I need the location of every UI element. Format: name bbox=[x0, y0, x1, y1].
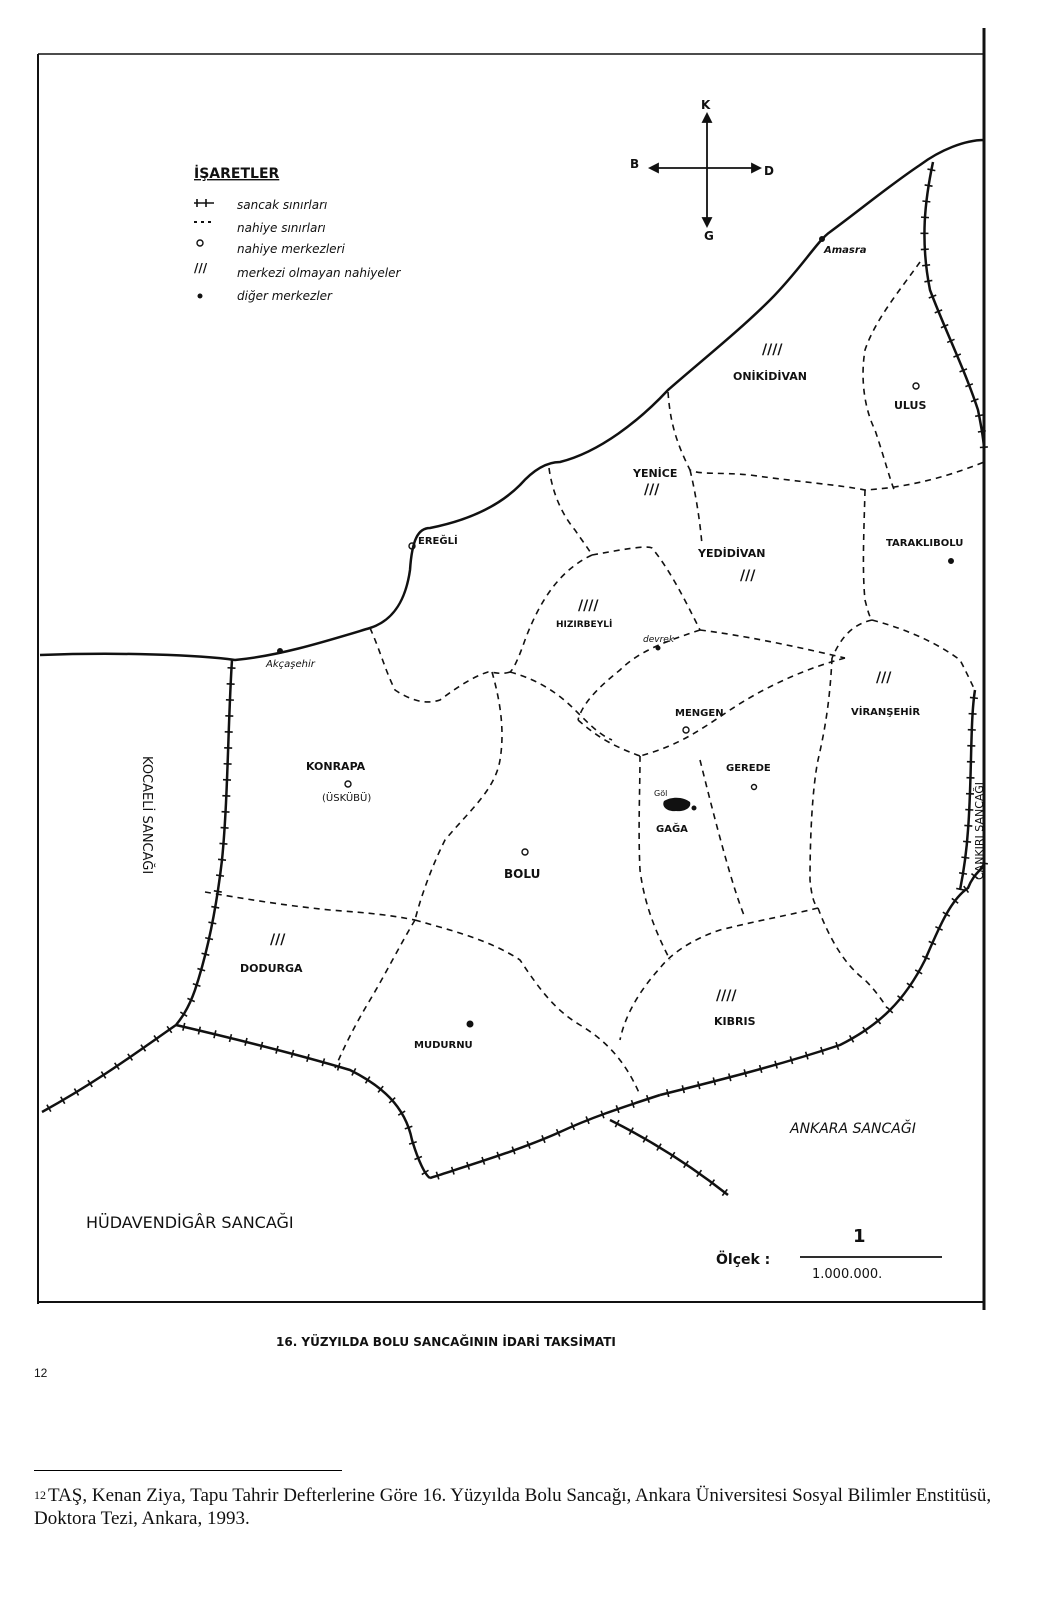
label-konrapa: KONRAPA bbox=[306, 760, 366, 773]
boundary-tick bbox=[924, 280, 932, 281]
akcasehir-dot bbox=[278, 649, 283, 654]
boundary-tick bbox=[927, 169, 935, 171]
scale bbox=[716, 1226, 942, 1282]
legend-label-center: nahiye merkezleri bbox=[237, 242, 345, 256]
gaga-lake-icon bbox=[663, 798, 690, 811]
boundary-tick bbox=[959, 873, 967, 874]
boundary-tick bbox=[216, 875, 224, 876]
legend-title: İŞARETLER bbox=[194, 166, 280, 182]
bolu-center bbox=[522, 849, 528, 855]
footnote-divider bbox=[34, 1470, 342, 1471]
legend bbox=[194, 165, 401, 303]
dodurga-hatch-icon: /// bbox=[270, 932, 286, 948]
boundary-tick bbox=[198, 1027, 200, 1035]
boundary-tick bbox=[961, 857, 969, 858]
boundary-tick bbox=[245, 1038, 247, 1046]
onikidivan-hatch-icon: //// bbox=[762, 342, 783, 358]
boundary-tick bbox=[211, 907, 219, 908]
boundary-tick bbox=[230, 1034, 232, 1042]
legend-symbol-other bbox=[198, 294, 203, 299]
boundary-tick bbox=[338, 1063, 340, 1071]
page-number: 12 bbox=[34, 1366, 48, 1380]
label-amasra: Amasra bbox=[824, 245, 867, 256]
boundary-tick bbox=[744, 1069, 746, 1077]
label-hizirbeyli: HIZIRBEYLİ bbox=[556, 620, 613, 630]
label-kocaeli-sancak: KOCAELİ SANCAĞI bbox=[139, 756, 154, 875]
yedidivan-hatch-icon: /// bbox=[740, 568, 756, 584]
label-ankara-sancak: ANKARA SANCAĞI bbox=[790, 1121, 916, 1137]
ulus-center bbox=[913, 383, 919, 389]
label-yenice: YENİCE bbox=[633, 467, 678, 480]
legend-label-sancak: sancak sınırları bbox=[237, 198, 328, 212]
nahiye-boundaries bbox=[205, 262, 984, 1095]
footnote-text: TAŞ, Kenan Ziya, Tapu Tahrir Defterlerine Göre 16. Yüzyılda Bolu Sancağı, Ankara Üniversitesi Sosyal Bilimler Enstitüsü, Doktora Tezi, Ankara, 1993. bbox=[34, 1485, 992, 1529]
viransehir-hatch-icon: /// bbox=[876, 670, 892, 686]
compass-rose bbox=[650, 114, 760, 226]
compass-south: G bbox=[704, 229, 714, 243]
boundary-tick bbox=[775, 1061, 777, 1069]
boundary-tick bbox=[963, 841, 971, 842]
label-eregli: EREĞLİ bbox=[418, 536, 458, 547]
konrapa-center bbox=[345, 781, 351, 787]
scale-label: Ölçek : bbox=[716, 1252, 771, 1268]
boundary-tick bbox=[956, 888, 964, 890]
mengen-center bbox=[683, 727, 689, 733]
gerede-center bbox=[752, 785, 757, 790]
place-markers bbox=[278, 237, 954, 1028]
label-gaga: GAĞA bbox=[656, 824, 688, 835]
legend-symbol-nahiye bbox=[194, 221, 211, 223]
compass-east: D bbox=[764, 164, 774, 178]
boundary-tick bbox=[183, 1023, 185, 1031]
mudurnu-dot bbox=[467, 1021, 473, 1027]
boundary-tick bbox=[922, 265, 930, 266]
label-onikidivan: ONİKİDİVAN bbox=[733, 370, 807, 383]
legend-label-other: diğer merkezler bbox=[237, 289, 332, 303]
boundary-tick bbox=[975, 415, 983, 416]
label-taraklibolu: TARAKLIBOLU bbox=[886, 538, 964, 549]
boundary-tick bbox=[291, 1050, 293, 1058]
legend-symbol-sancak bbox=[194, 199, 214, 207]
devrek-dot bbox=[656, 646, 660, 650]
label-hudavendigar-sancak: HÜDAVENDİGÂR SANCAĞI bbox=[86, 1213, 294, 1232]
yenice-hatch-icon: /// bbox=[644, 482, 660, 498]
boundary-tick bbox=[925, 185, 933, 186]
legend-symbol-hatch: /// bbox=[194, 261, 208, 275]
gaga-dot bbox=[692, 806, 696, 810]
label-uskubu: (ÜSKÜBÜ) bbox=[322, 793, 372, 804]
boundary-tick bbox=[922, 201, 930, 202]
coastline bbox=[40, 140, 984, 660]
boundary-tick bbox=[729, 1073, 731, 1081]
label-devrek: devrek bbox=[643, 635, 675, 645]
amasra-dot bbox=[820, 237, 825, 242]
hizirbeyli-hatch-icon: //// bbox=[578, 598, 599, 614]
label-ulus: ULUS bbox=[894, 399, 927, 412]
sancak-boundaries bbox=[42, 162, 984, 1195]
label-viransehir: VİRANŞEHİR bbox=[851, 707, 921, 718]
label-akcasehir: Akçaşehir bbox=[266, 659, 315, 670]
label-yedidivan: YEDİDİVAN bbox=[698, 547, 766, 560]
boundary-tick bbox=[980, 447, 988, 448]
legend-label-hatched: merkezi olmayan nahiyeler bbox=[237, 266, 401, 280]
boundary-tick bbox=[219, 843, 227, 844]
boundary-tick bbox=[307, 1054, 309, 1062]
label-gaga-lake: Göl bbox=[654, 789, 668, 798]
label-cankiri-sancak: ÇANKIRI SANCAĞI bbox=[973, 782, 986, 880]
boundary-tick bbox=[667, 1089, 669, 1097]
legend-symbol-center bbox=[197, 240, 203, 246]
map-frame bbox=[38, 28, 984, 1310]
label-dodurga: DODURGA bbox=[240, 962, 303, 975]
boundary-tick bbox=[205, 938, 213, 940]
boundary-tick bbox=[197, 969, 205, 971]
boundary-tick bbox=[760, 1065, 762, 1073]
boundary-tick bbox=[261, 1042, 263, 1050]
label-bolu: BOLU bbox=[504, 867, 541, 881]
kibris-hatch-icon: //// bbox=[716, 988, 737, 1004]
boundary-tick bbox=[790, 1056, 792, 1064]
legend-label-nahiye: nahiye sınırları bbox=[237, 221, 326, 235]
boundary-tick bbox=[202, 953, 210, 955]
compass-west: B bbox=[630, 157, 640, 171]
boundary-tick bbox=[713, 1077, 715, 1085]
label-gerede: GEREDE bbox=[726, 763, 771, 774]
scale-numerator: 1 bbox=[853, 1226, 866, 1247]
boundary-tick bbox=[682, 1085, 684, 1093]
boundary-tick bbox=[322, 1058, 324, 1066]
boundary-tick bbox=[218, 859, 226, 860]
boundary-tick bbox=[214, 1030, 216, 1038]
map-title: 16. YÜZYILDA BOLU SANCAĞININ İDARİ TAKSİMATI bbox=[276, 1335, 616, 1349]
boundary-tick bbox=[970, 697, 978, 698]
label-mudurnu: MUDURNU bbox=[414, 1040, 473, 1051]
boundary-tick bbox=[276, 1046, 278, 1054]
boundary-tick bbox=[214, 891, 222, 892]
boundary-tick bbox=[208, 922, 216, 924]
footnote-marker: 12 bbox=[34, 1488, 46, 1502]
boundary-tick bbox=[221, 828, 229, 829]
boundary-tick bbox=[964, 825, 972, 826]
footnote bbox=[34, 1484, 1034, 1530]
taraklibolu-dot bbox=[949, 559, 954, 564]
boundary-tick bbox=[806, 1052, 808, 1060]
label-kibris: KIBRIS bbox=[714, 1015, 756, 1028]
label-mengen: MENGEN bbox=[675, 708, 724, 719]
scale-denominator: 1.000.000. bbox=[812, 1267, 883, 1282]
place-labels bbox=[240, 245, 963, 1051]
compass-north: K bbox=[701, 98, 711, 112]
boundary-tick bbox=[698, 1081, 700, 1089]
